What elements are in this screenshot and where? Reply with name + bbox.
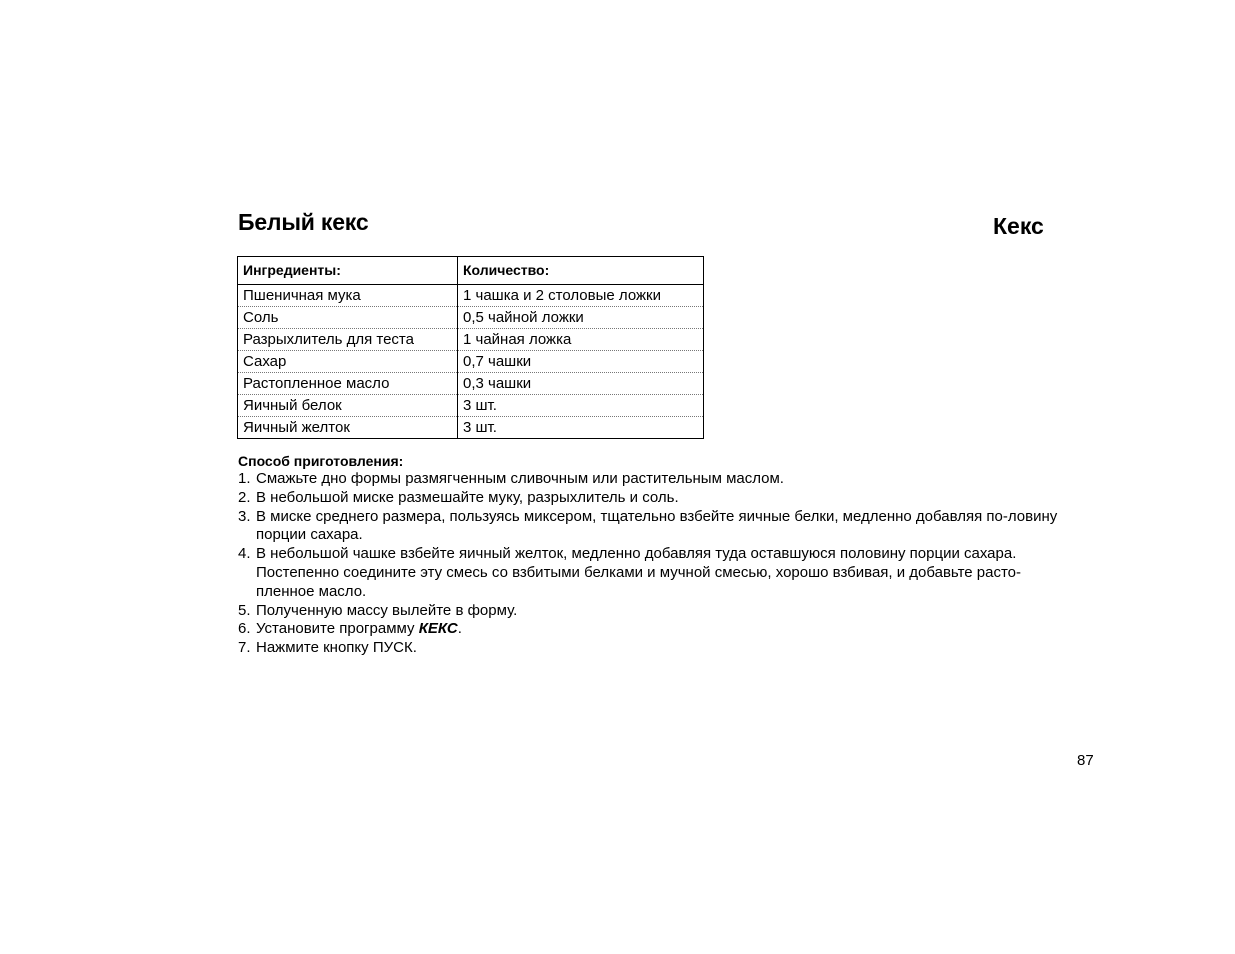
ingredient-name: Разрыхлитель для теста (238, 329, 458, 351)
method-step (238, 545, 1078, 601)
method-step (238, 639, 1078, 658)
step-text: Полученную массу вылейте в форму. (256, 601, 518, 619)
ingredient-name: Пшеничная мука (238, 285, 458, 307)
step-number: 1. (238, 470, 251, 487)
step-number: 5. (238, 601, 251, 619)
step-text: В небольшой чашке взбейте яичный желток, медленно добавляя туда оставшуюся половину порции сахара. Постепенно соедините эту смесь со взбитыми белками и мучной смесью, хорошо взбивая, и добавьте расто-пленное масло. (256, 545, 1022, 600)
method-step (238, 508, 1078, 546)
method-step (238, 489, 1078, 508)
table-row (238, 307, 704, 329)
program-name: КЕКС (418, 620, 458, 638)
ingredient-name: Яичный белок (238, 395, 458, 417)
table-row (238, 351, 704, 373)
ingredient-name: Растопленное масло (238, 373, 458, 395)
method-step (238, 602, 1078, 621)
table-row (238, 329, 704, 351)
step-number: 6. (238, 620, 251, 638)
step-text-before: Установите программу (256, 620, 419, 638)
step-text (256, 620, 1078, 639)
step-number: 7. (238, 639, 251, 657)
ingredient-quantity: 0,5 чайной ложки (458, 307, 704, 329)
step-text: В небольшой миске размешайте муку, разрыхлитель и соль. (256, 488, 679, 506)
page-number: 87 (1077, 752, 1094, 769)
ingredient-quantity: 0,7 чашки (458, 351, 704, 373)
ingredient-name: Соль (238, 307, 458, 329)
ingredient-quantity: 1 чашка и 2 столовые ложки (458, 285, 704, 307)
method-heading: Способ приготовления: (238, 453, 404, 469)
step-text-after: . (457, 620, 462, 638)
step-number: 2. (238, 488, 251, 506)
table-row (238, 373, 704, 395)
ingredients-table (237, 256, 704, 439)
step-text: В миске среднего размера, пользуясь миксером, тщательно взбейте яичные белки, медленно добавляя по-ловину порции сахара. (256, 507, 1058, 544)
step-number: 3. (238, 507, 251, 525)
ingredient-quantity: 3 шт. (463, 419, 497, 436)
step-text: Смажьте дно формы размягченным сливочным или растительным маслом. (256, 470, 784, 487)
method-section (238, 452, 1078, 658)
page-title: Белый кекс (238, 209, 369, 235)
ingredient-name: Сахар (238, 351, 458, 373)
method-step (238, 470, 1078, 489)
table-header-row (238, 257, 704, 285)
step-text: Нажмите кнопку ПУСК. (256, 639, 417, 657)
table-row (238, 285, 704, 307)
ingredient-quantity: 3 шт. (458, 395, 704, 417)
method-step (238, 620, 1078, 639)
section-title: Кекс (993, 213, 1044, 239)
ingredient-quantity: 0,3 чашки (458, 373, 704, 395)
ingredient-quantity: 1 чайная ложка (458, 329, 704, 351)
ingredient-name: Яичный желток (238, 417, 458, 439)
column-header-ingredients: Ингредиенты: (238, 257, 458, 285)
column-header-quantity: Количество: (458, 257, 704, 285)
step-number: 4. (238, 545, 251, 563)
table-row (238, 417, 704, 439)
table-row (238, 395, 704, 417)
